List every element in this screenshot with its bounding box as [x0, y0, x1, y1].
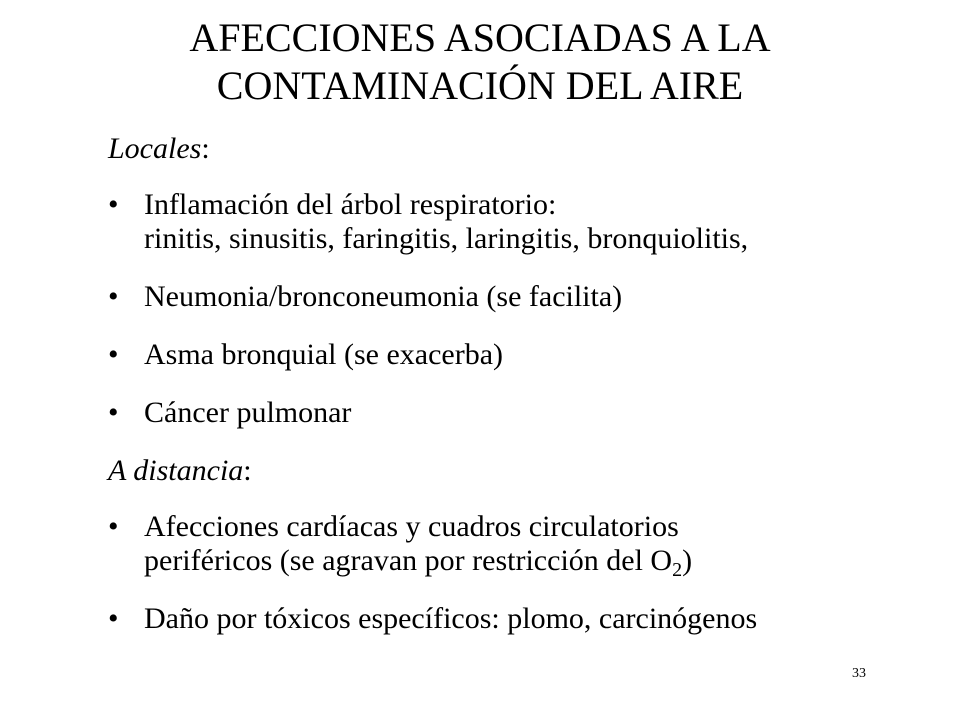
slide-body [108, 132, 908, 636]
slide-title-line-1: AFECCIONES ASOCIADAS A LA [189, 15, 771, 60]
bullet-icon: • [108, 338, 119, 371]
bullet-text-line-1: Asma bronquial (se exacerba) [144, 338, 504, 371]
bullet-item-afecciones-cardiacas [108, 510, 908, 581]
bullet-text-line-1: Cáncer pulmonar [144, 396, 352, 429]
bullet-icon: • [108, 280, 119, 313]
bullet-text-line-1: Daño por tóxicos específicos: plomo, carcinógenos [144, 602, 758, 635]
section-label-local-colon: : [201, 132, 210, 165]
section-label-local-text: Locales [108, 132, 202, 165]
bullet-item-inflamacion [108, 188, 908, 256]
slide-title-line-2: CONTAMINACIÓN DEL AIRE [216, 63, 744, 108]
oxygen-subscript: 2 [672, 559, 683, 581]
section-label-distance-text: A distancia [108, 454, 244, 487]
bullet-text-line-1: Inflamación del árbol respiratorio: [144, 188, 557, 221]
slide-title [60, 14, 900, 110]
section-label-local [108, 132, 908, 166]
bullet-text-line-2: rinitis, sinusitis, faringitis, laringitis, bronquiolitis, [144, 222, 749, 255]
bullet-icon: • [108, 510, 119, 543]
bullet-text-line-2-prefix: periféricos (se agravan por restricción del O [144, 544, 673, 577]
bullet-item-neumonia [108, 280, 908, 314]
section-label-distance [108, 454, 908, 488]
bullet-icon: • [108, 396, 119, 429]
page-number: 33 [852, 666, 866, 681]
bullet-icon: • [108, 602, 119, 635]
bullet-text-line-1: Neumonia/bronconeumonia (se facilita) [144, 280, 623, 313]
bullet-item-dano-toxicos [108, 602, 908, 636]
bullet-icon: • [108, 188, 119, 221]
bullet-text-line-2 [144, 544, 908, 587]
bullet-item-cancer [108, 396, 908, 430]
section-label-distance-colon: : [243, 454, 252, 487]
bullet-item-asma [108, 338, 908, 372]
bullet-text-line-1: Afecciones cardíacas y cuadros circulatorios [144, 510, 679, 543]
bullet-text-line-2-suffix: ) [682, 544, 693, 577]
